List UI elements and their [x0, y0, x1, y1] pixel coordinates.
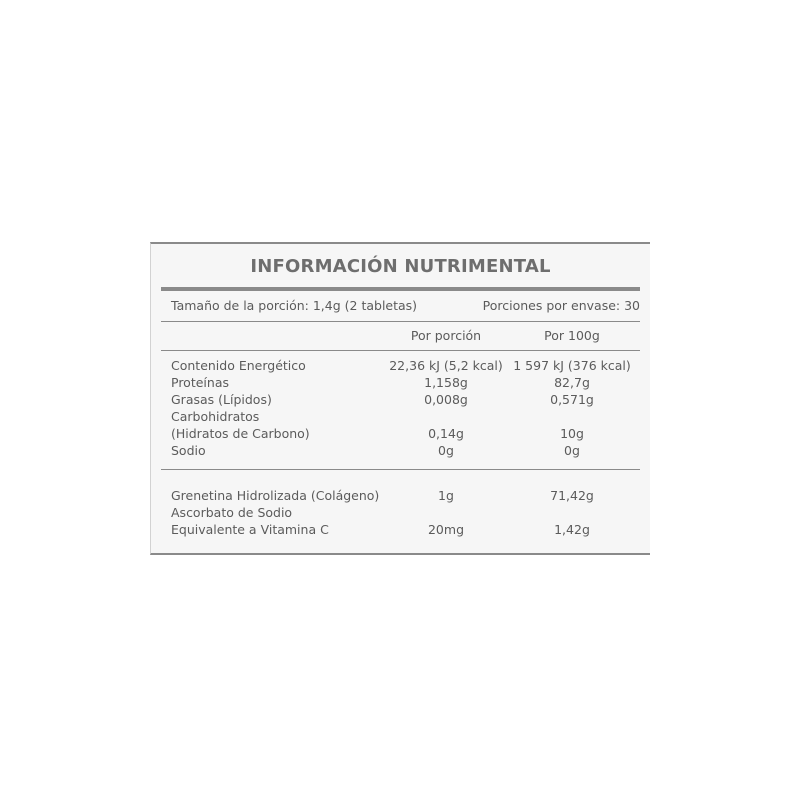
nutrient-per-100g: 1 597 kJ (376 kcal): [513, 358, 631, 373]
ingredient-per-100g: 1,42g: [554, 522, 590, 537]
nutrient-name: Contenido Energético: [171, 358, 306, 373]
nutrient-name: (Hidratos de Carbono): [171, 426, 310, 441]
header-rule: [161, 350, 640, 351]
column-header-per-100g: Por 100g: [544, 328, 600, 343]
nutrient-per-serving: 0,008g: [424, 392, 468, 407]
nutrient-per-serving: 0g: [438, 443, 454, 458]
nutrition-facts-panel: [150, 242, 650, 555]
nutrient-per-serving: 0,14g: [428, 426, 464, 441]
panel-title: INFORMACIÓN NUTRIMENTAL: [250, 256, 551, 277]
serving-size: Tamaño de la porción: 1,4g (2 tabletas): [171, 298, 418, 313]
ingredient-per-serving: 20mg: [427, 522, 465, 537]
nutrient-per-100g: 82,7g: [554, 375, 590, 390]
nutrient-per-serving: 1,158g: [424, 375, 468, 390]
nutrient-name: Carbohidratos: [171, 409, 260, 424]
nutrient-per-100g: 10g: [560, 426, 584, 441]
nutrient-per-serving: 22,36 kJ (5,2 kcal): [389, 358, 503, 373]
ingredient-per-100g: 71,42g: [550, 488, 594, 503]
nutrient-name: Sodio: [171, 443, 206, 458]
column-header-per-serving: Por porción: [410, 328, 482, 343]
nutrient-per-100g: 0,571g: [550, 392, 594, 407]
ingredient-name: Grenetina Hidrolizada (Colágeno): [171, 488, 380, 503]
title-rule: [161, 287, 640, 291]
nutrient-per-100g: 0g: [564, 443, 580, 458]
ingredient-per-serving: 1g: [438, 488, 454, 503]
nutrient-name: Proteínas: [171, 375, 229, 390]
ingredient-name: Equivalente a Vitamina C: [171, 522, 329, 537]
nutrients-rule: [161, 469, 640, 470]
serving-rule: [161, 321, 640, 322]
ingredient-name: Ascorbato de Sodio: [171, 505, 293, 520]
servings-per-container: Porciones por envase: 30: [482, 298, 640, 313]
nutrient-name: Grasas (Lípidos): [171, 392, 272, 407]
